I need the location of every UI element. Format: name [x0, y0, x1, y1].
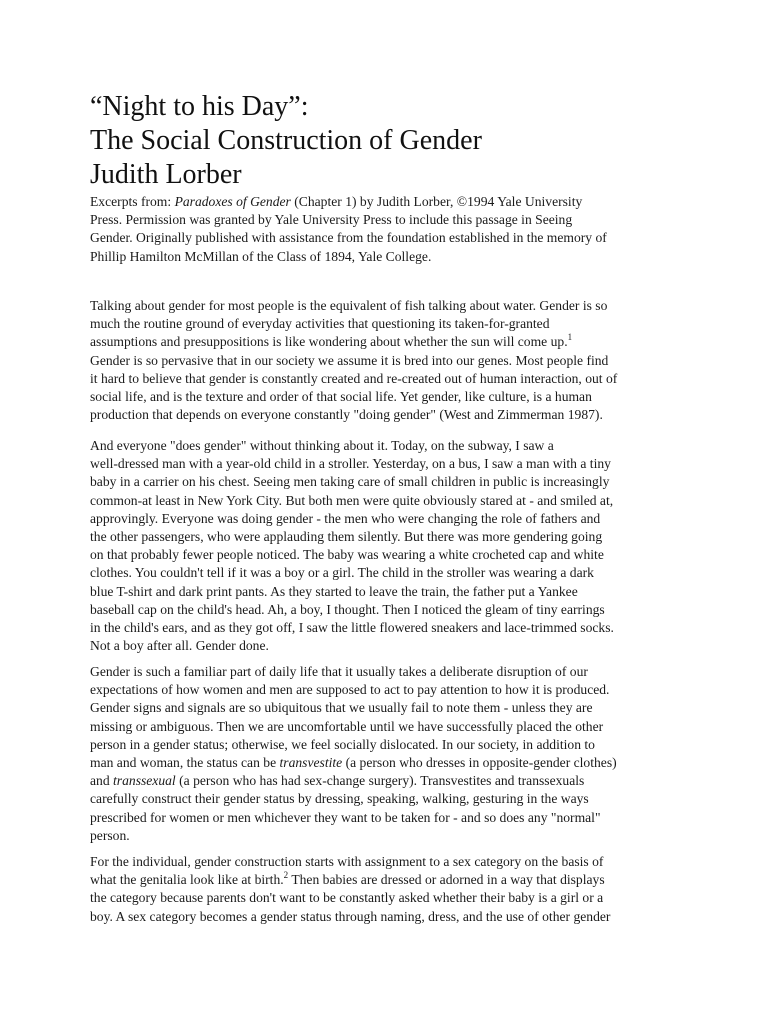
footnote-marker[interactable]: 2 [283, 870, 289, 881]
paragraph-line: clothes. You couldn't tell if it was a boy or a girl. The child in the stroller was wearing a dark [90, 565, 594, 581]
title-line-1: “Night to his Day”: [90, 91, 309, 122]
paragraph-text: and [90, 773, 114, 789]
term-italic: transvestite [279, 755, 343, 771]
paragraph-line: And everyone "does gender" without thinking about it. Today, on the subway, I saw a [90, 438, 554, 453]
paragraph-line: social life, and is the texture and order of that social life. Yet gender, like culture, is a human [90, 389, 592, 405]
excerpt-line: Phillip Hamilton McMillan of the Class of 1894, Yale College. [90, 248, 432, 264]
paragraph-line: person in a gender status; otherwise, we feel socially dislocated. In our society, in addition to [90, 736, 595, 752]
paragraph-line: common-at least in New York City. But both men were quite obviously stared at - and smiled at, [90, 492, 614, 508]
paragraph-line: production that depends on everyone constantly "doing gender" (West and Zimmerman 1987). [90, 407, 603, 423]
excerpt-text: (Chapter 1) by Judith Lorber, ©1994 Yale University [290, 194, 583, 209]
excerpt-line: Gender. Originally published with assistance from the foundation established in the memory of [90, 230, 607, 246]
document-title [90, 90, 710, 192]
author-name: Judith Lorber [90, 159, 242, 190]
paragraph-text: assumptions and presuppositions is like wondering about whether the sun will come up. [90, 334, 568, 350]
paragraph-line: Gender is such a familiar part of daily life that it usually takes a deliberate disruption of our [90, 664, 588, 679]
excerpt-line: Press. Permission was granted by Yale University Press to include this passage in Seeing [90, 212, 573, 228]
paragraph-line [90, 754, 690, 772]
excerpt-text: Excerpts from: [90, 194, 175, 209]
paragraph-line: prescribed for women or men whichever they want to be taken for - and so does any "normal" [90, 809, 601, 825]
paragraph-text: (a person who dresses in opposite-gender clothes) [342, 755, 617, 771]
paragraph-line: baseball cap on the child's head. Ah, a boy, I thought. Then I noticed the gleam of tiny earrings [90, 601, 605, 617]
paragraph-line: well-dressed man with a year-old child in a stroller. Yesterday, on a bus, I saw a man with a tiny [90, 456, 611, 472]
title-line-2: The Social Construction of Gender [90, 125, 482, 156]
paragraph-line: person. [90, 827, 130, 843]
paragraph-line: missing or ambiguous. Then we are uncomfortable until we have successfully placed the other [90, 718, 604, 734]
paragraph-4 [90, 853, 690, 926]
term-italic: transsexual [113, 773, 176, 789]
excerpt-credit [90, 193, 690, 266]
paragraph-text: man and woman, the status can be [90, 755, 280, 771]
paragraph-line: Not a boy after all. Gender done. [90, 638, 269, 654]
footnote-marker[interactable]: 1 [567, 332, 573, 343]
paragraph-line: much the routine ground of everyday activities that questioning its taken-for-granted [90, 316, 550, 332]
book-title-italic: Paradoxes of Gender [174, 194, 291, 209]
paragraph-3 [90, 663, 690, 845]
paragraph-line [90, 871, 690, 889]
paragraph-line: blue T-shirt and dark print pants. As they started to leave the train, the father put a Yankee [90, 583, 578, 599]
excerpt-line [90, 193, 690, 211]
paragraph-line: Talking about gender for most people is the equivalent of fish talking about water. Gender is so [90, 298, 608, 313]
paragraph-1 [90, 297, 690, 424]
paragraph-2 [90, 437, 690, 655]
paragraph-line: expectations of how women and men are supposed to act to pay attention to how it is produced. [90, 682, 610, 698]
paragraph-line: Gender signs and signals are so ubiquitous that we usually fail to note them - unless they are [90, 700, 593, 716]
paragraph-line: the category because parents don't want to be constantly asked whether their baby is a girl or a [90, 890, 604, 906]
paragraph-line [90, 333, 690, 351]
paragraph-line: approvingly. Everyone was doing gender - the men who were changing the role of fathers and [90, 510, 601, 526]
paragraph-line: Gender is so pervasive that in our society we assume it is bred into our genes. Most people find [90, 352, 609, 368]
paragraph-line: on that probably fewer people noticed. The baby was wearing a white crocheted cap and white [90, 547, 604, 563]
paragraph-text: (a person who has had sex-change surgery). Transvestites and transsexuals [175, 773, 585, 789]
paragraph-text: what the genitalia look like at birth. [90, 872, 284, 888]
paragraph-line: it hard to believe that gender is constantly created and re-created out of human interaction, out of [90, 370, 618, 386]
paragraph-line: the other passengers, who were applauding them silently. But there was more gendering going [90, 529, 603, 545]
paragraph-text: Then babies are dressed or adorned in a way that displays [288, 872, 605, 888]
paragraph-line: baby in a carrier on his chest. Seeing men taking care of small children in public is increasingly [90, 474, 610, 490]
paragraph-line [90, 772, 690, 790]
paragraph-line: in the child's ears, and as they got off, I saw the little flowered sneakers and lace-trimmed socks. [90, 620, 614, 636]
paragraph-line: boy. A sex category becomes a gender status through naming, dress, and the use of other gender [90, 908, 611, 924]
paragraph-line: carefully construct their gender status by dressing, speaking, walking, gesturing in the ways [90, 791, 589, 807]
paragraph-line: For the individual, gender construction starts with assignment to a sex category on the basis of [90, 854, 604, 869]
